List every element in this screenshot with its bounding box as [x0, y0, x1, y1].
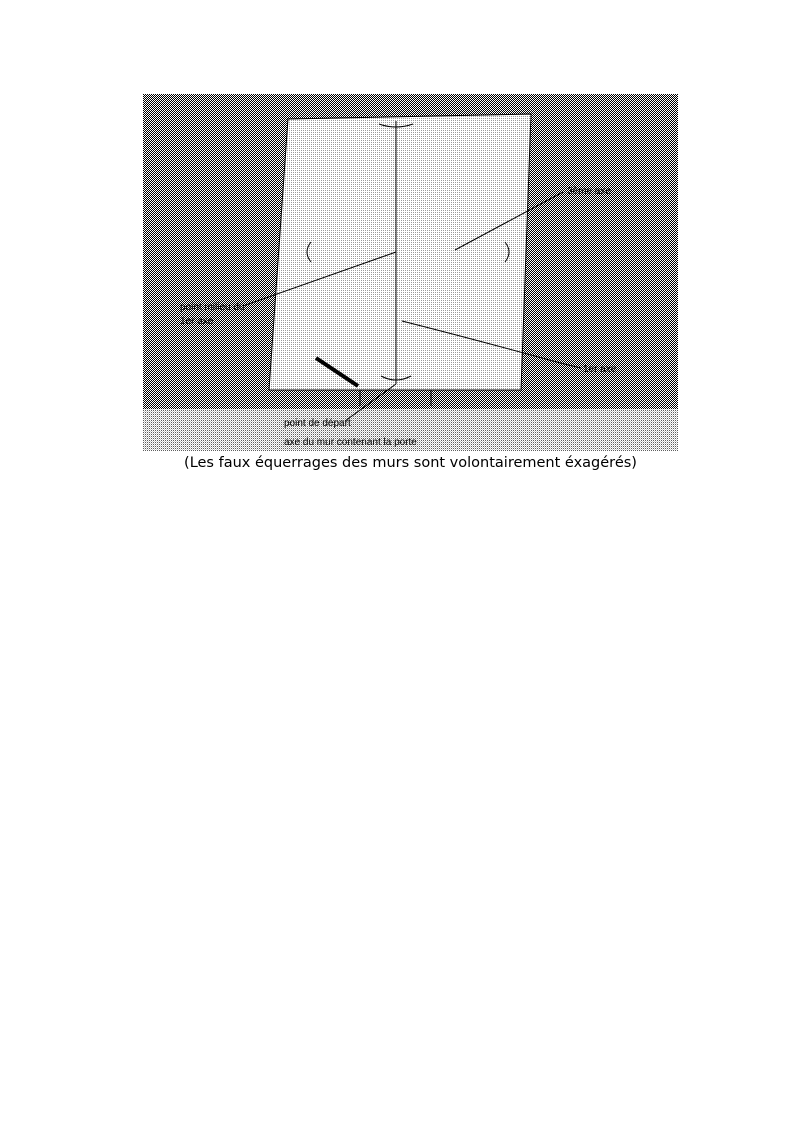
figure-caption: (Les faux équerrages des murs sont volontairement éxagérés)	[184, 455, 637, 471]
room-layout-diagram	[143, 94, 678, 451]
label-midpoint-line2: 1er axe	[180, 316, 214, 327]
room-layout-svg	[143, 94, 678, 451]
label-midpoint: point milieu du	[180, 302, 245, 313]
label-start-point: point de départ	[284, 418, 351, 429]
label-first-axis: 1er axe	[583, 364, 617, 375]
label-door-wall-axis: axe du mur contenant la porte	[284, 437, 417, 448]
room-floor	[269, 114, 531, 390]
label-third-axis: 3ème axe	[567, 186, 611, 197]
